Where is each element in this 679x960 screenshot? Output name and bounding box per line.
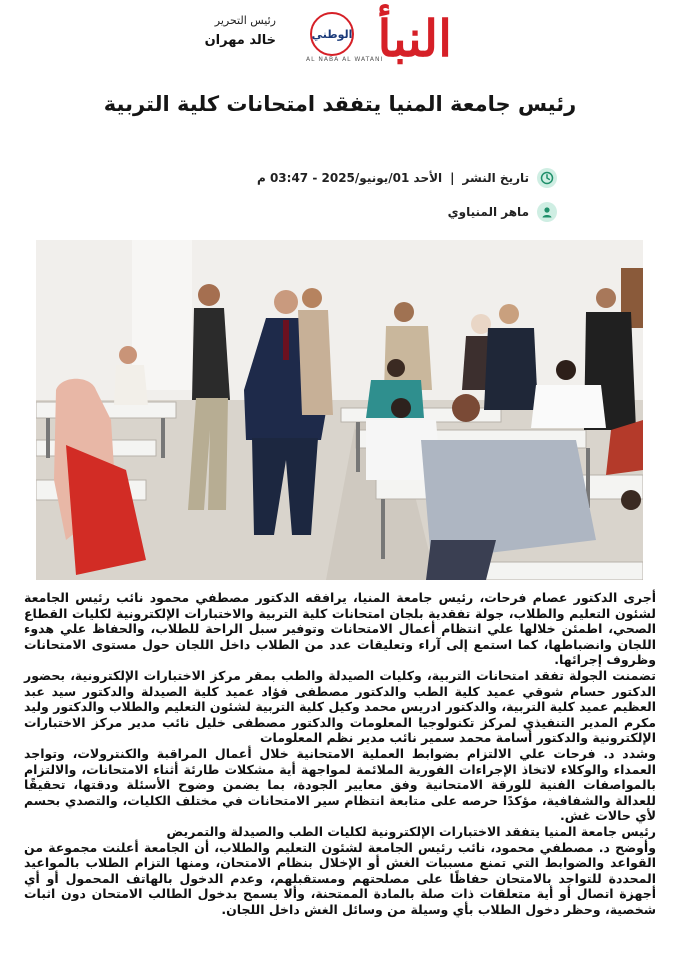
article-body	[24, 590, 656, 917]
publish-date: الأحد 01/يونيو/2025 - 03:47 م	[256, 171, 443, 185]
logo-subtitle: AL NABA AL WATANI	[306, 56, 384, 63]
site-logo[interactable]	[298, 8, 458, 80]
publish-info	[257, 166, 557, 190]
article-paragraph: أجرى الدكتور عصام فرحات، رئيس جامعة المنيا، يرافقه الدكتور مصطفي محمود نائب رئيس الجامعة لشئون التعليم والطلاب، جولة تفقدية بلجان امتحانات كلية التربية والاختبارات الإلكترونية لكليات القطاع الصحي، اطمئن خلالها علي انتظام أعمال الامتحانات وتوفير سبل الراحة للطلاب، والحفاظ علي هدوء اللجان وانضباطها، كما استمع إلى آراء وتعليقات عدد من الطلاب داخل اللجان حول مستوى الامتحانات وظروف إجرائها.	[24, 590, 656, 668]
publish-label: تاريخ النشر	[462, 171, 529, 185]
clock-icon	[537, 168, 557, 188]
logo-wordmark: النبأ	[377, 9, 452, 68]
author-info	[448, 200, 557, 224]
article-paragraph: وأوضح د. مصطفي محمود، نائب رئيس الجامعة لشئون التعليم والطلاب، أن الجامعة أعلنت مجموعة من القواعد والضوابط التي تمنع مسببات الغش أو الإخلال بنظام الامتحان، ومنها التزام الطلاب بالمواعيد المحددة للتواجد بالامتحان حفاظًا على مصلحتهم ومستقبلهم، وعدم الدخول بالهاتف المحمول أو أي أجهزة اتصال أو أية متعلقات ذات صلة بالمادة الممتحنة، وألا يسمح بدخول الطالب الامتحان دون اثبات شخصية، وحظر دخول الطلاب بأي وسيلة من وسائل الغش داخل اللجان.	[24, 839, 656, 917]
article-photo	[36, 240, 643, 580]
article-paragraph: وشدد د. فرحات علي الالتزام بضوابط العملية الامتحانية خلال أعمال المراقبة والكنترولات، وتواجد العمداء والوكلاء لاتخاذ الإجراءات الفورية الملائمة لمواجهة أية مشكلات طارئة أثناء الامتحانات، والالتزام بالمواصفات الفنية للورقة الامتحانية وفق معايير الجودة، بما يضمن وضوح الأسئلة ودقتها، تحقيقًا للعدالة والشفافية، مؤكدًا حرصه على متابعة انتظام سير الامتحانات في مختلف الكليات، والتصدي بحسم لأي حالات غش.	[24, 745, 656, 824]
author-name[interactable]: ماهر المنياوي	[447, 205, 529, 219]
editor-block	[170, 14, 276, 48]
editor-name: خالد مهران	[204, 33, 276, 48]
meta-separator: |	[450, 171, 455, 185]
article-paragraph: تضمنت الجولة تفقد امتحانات التربية، وكليات الصيدلة والطب بمقر مركز الاختبارات الإلكترونية، بحضور الدكتور حسام شوقي عميد كلية الطب والدكتور مصطفى فؤاد عميد كلية الصيدلة والدكتور سيد عبد العظيم عميد كلية التربية، والدكتور ادريس محمد وكيل كلية التربية لشئون التعليم والطلاب والدكتور وليد مكرم المدير التنفيذي لمركز تكنولوجيا المعلومات والدكتور مصطفى خليل نائب مدير مركز الاختبارات الإلكترونية والدكتور أسامة محمد سمير نائب مدير نظم المعلومات	[24, 667, 656, 746]
logo-badge: الوطني	[310, 12, 354, 56]
masthead	[0, 0, 679, 90]
exam-hall-illustration	[36, 240, 643, 580]
article-headline: رئيس جامعة المنيا يتفقد امتحانات كلية التربية	[103, 92, 577, 116]
user-icon	[537, 202, 557, 222]
editor-label: رئيس التحرير	[214, 14, 276, 27]
article-subheading: رئيس جامعة المنيا يتفقد الاختبارات الإلكترونية لكليات الطب والصيدلة والتمريض	[166, 823, 656, 839]
